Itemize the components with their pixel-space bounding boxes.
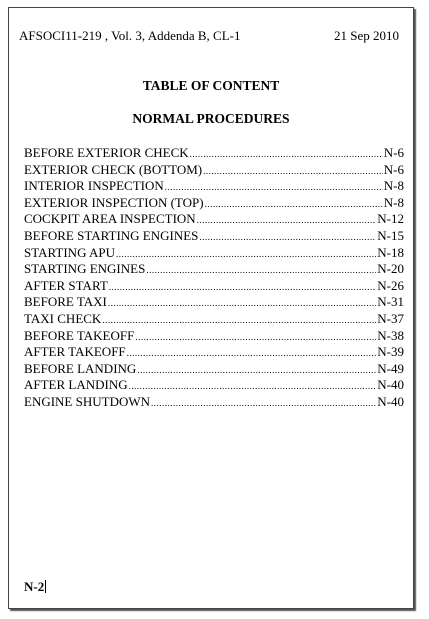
- toc-entry[interactable]: [24, 145, 404, 162]
- dot-leader: [197, 212, 377, 229]
- toc-entry-title: STARTING APU: [24, 244, 115, 260]
- toc-entry-title: AFTER TAKEOFF: [24, 344, 126, 360]
- toc-entry-page: N-15: [377, 227, 404, 243]
- toc-entry[interactable]: [24, 211, 404, 228]
- toc-entry[interactable]: [24, 278, 404, 295]
- toc-entry-title: AFTER LANDING: [24, 377, 128, 393]
- toc-entry-title: EXTERIOR INSPECTION (TOP): [24, 194, 204, 210]
- toc-entry[interactable]: [24, 311, 404, 328]
- toc-entry[interactable]: [24, 361, 404, 378]
- toc-entry[interactable]: [24, 394, 404, 411]
- toc-entry-title: TAXI CHECK: [24, 310, 102, 326]
- toc-entry-page: N-31: [377, 294, 404, 310]
- toc-entry[interactable]: [24, 261, 404, 278]
- toc-entry-title: INTERIOR INSPECTION: [24, 178, 164, 194]
- toc-entry-page: N-18: [377, 244, 404, 260]
- toc-entry[interactable]: [24, 195, 404, 212]
- toc-entry[interactable]: [24, 294, 404, 311]
- toc-entry-page: N-38: [377, 327, 404, 343]
- dot-leader: [190, 146, 383, 163]
- toc-entry[interactable]: [24, 178, 404, 195]
- toc-entry-page: N-40: [377, 377, 404, 393]
- toc-entry[interactable]: [24, 162, 404, 179]
- dot-leader: [137, 362, 376, 379]
- toc-entry-title: ENGINE SHUTDOWN: [24, 393, 151, 409]
- toc-entry-page: N-40: [377, 393, 404, 409]
- toc-entry-title: COCKPIT AREA INSPECTION: [24, 211, 196, 227]
- dot-leader: [199, 229, 376, 246]
- toc-entry-page: N-8: [383, 178, 404, 194]
- toc-entry-title: BEFORE LANDING: [24, 360, 137, 376]
- dot-leader: [127, 345, 377, 362]
- toc-entry-page: N-49: [377, 360, 404, 376]
- toc-entry-title: STARTING ENGINES: [24, 261, 146, 277]
- toc-entry[interactable]: [24, 228, 404, 245]
- dot-leader: [146, 262, 376, 279]
- dot-leader: [135, 329, 376, 346]
- dot-leader: [116, 246, 376, 263]
- toc-entry-title: BEFORE TAXI: [24, 294, 107, 310]
- document-date: 21 Sep 2010: [334, 28, 399, 43]
- toc-entry-page: N-6: [383, 145, 404, 160]
- dot-leader: [109, 279, 377, 296]
- page-number: N-2: [24, 579, 45, 594]
- toc-entry-title: BEFORE TAKEOFF: [24, 327, 135, 343]
- toc-entry-page: N-8: [383, 194, 404, 210]
- toc-entry-title: BEFORE EXTERIOR CHECK: [24, 145, 189, 160]
- toc-entry[interactable]: [24, 328, 404, 345]
- section-title: NORMAL PROCEDURES: [132, 111, 290, 126]
- toc-entry-page: N-20: [377, 261, 404, 277]
- text-cursor: [45, 580, 46, 593]
- dot-leader: [165, 179, 383, 196]
- page-title: TABLE OF CONTENT: [142, 78, 280, 93]
- document-page: [8, 7, 414, 609]
- dot-leader: [108, 295, 376, 312]
- toc-entry-page: N-6: [383, 161, 404, 177]
- toc-entry-title: EXTERIOR CHECK (BOTTOM): [24, 161, 203, 177]
- dot-leader: [151, 395, 376, 412]
- toc-entry[interactable]: [24, 344, 404, 361]
- toc-entry-title: BEFORE STARTING ENGINES: [24, 227, 199, 243]
- table-of-contents: [24, 145, 404, 411]
- dot-leader: [102, 312, 376, 329]
- toc-entry-page: N-12: [377, 211, 404, 227]
- dot-leader: [203, 163, 383, 180]
- page-footer: [24, 579, 46, 595]
- toc-entry-title: AFTER START: [24, 277, 108, 293]
- toc-entry-page: N-39: [377, 344, 404, 360]
- toc-entry[interactable]: [24, 245, 404, 262]
- toc-entry-page: N-37: [377, 310, 404, 326]
- dot-leader: [205, 196, 383, 213]
- toc-entry[interactable]: [24, 377, 404, 394]
- toc-entry-page: N-26: [377, 277, 404, 293]
- document-identifier: AFSOCI11-219 , Vol. 3, Addenda B, CL-1: [19, 28, 241, 43]
- dot-leader: [129, 378, 377, 395]
